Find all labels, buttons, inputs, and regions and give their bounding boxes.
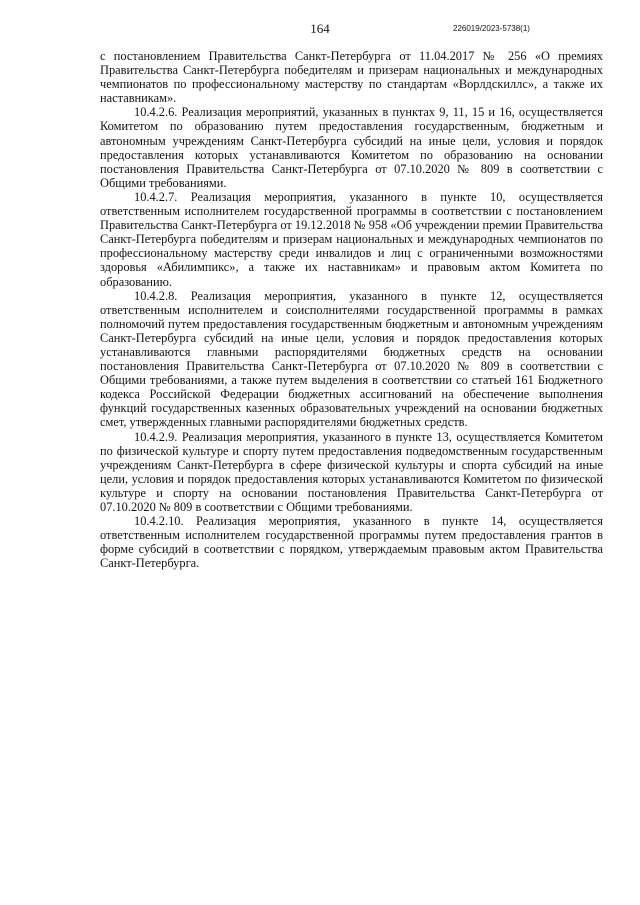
paragraph-continuation: с постановлением Правительства Санкт-Петербурга от 11.04.2017 № 256 «О премиях Правительства Санкт-Петербурга победителям и призерам национальных и международных чемпионатов по профессиональному мастерству по стандартам «Ворлдскиллс», а также их наставникам». — [100, 49, 603, 106]
document-body — [100, 49, 603, 570]
document-registration-number: 226019/2023-5738(1) — [453, 24, 530, 33]
page-number: 164 — [310, 21, 330, 36]
paragraph-10-4-2-8: 10.4.2.8. Реализация мероприятия, указанного в пункте 12, осуществляется ответственным исполнителем и соисполнителями государственной программы в рамках полномочий путем предоставления государственным бюджетным и автономным учреждениям Санкт-Петербурга субсидий на иные цели, условия и порядок предоставления которых устанавливаются главными распорядителями бюджетных средств на основании постановления Правительства Санкт-Петербурга от 07.10.2020 № 809 в соответствии с Общими требованиями, а также путем выделения в соответствии со статьей 161 Бюджетного кодекса Российской Федерации бюджетных ассигнований на обеспечение выполнения функций государственных казенных образовательных учреждений на основании бюджетных смет, утвержденных главными распорядителями бюджетных средств. — [100, 288, 603, 430]
paragraph-10-4-2-7: 10.4.2.7. Реализация мероприятия, указанного в пункте 10, осуществляется ответственным исполнителем государственной программы в соответствии с постановлением Правительства Санкт-Петербурга от 19.12.2018 № 958 «Об учреждении премии Правительства Санкт-Петербурга победителям и призерам национальных и международных чемпионатов по профессиональному мастерству среди инвалидов и лиц с ограниченными возможностями здоровья «Абилимпикс», а также их наставникам» и правовым актом Комитета по образованию. — [100, 189, 603, 289]
paragraph-10-4-2-6: 10.4.2.6. Реализация мероприятий, указанных в пунктах 9, 11, 15 и 16, осуществляется Комитетом по образованию путем предоставления государственным, бюджетным и автономным учреждениям Санкт-Петербурга субсидий на иные цели, условия и порядок предоставления которых устанавливаются Комитетом по образованию на основании постановления Правительства Санкт-Петербурга от 07.10.2020 № 809 в соответствии с Общими требованиями. — [100, 105, 603, 190]
paragraph-10-4-2-10: 10.4.2.10. Реализация мероприятия, указанного в пункте 14, осуществляется ответственным исполнителем государственной программы путем предоставления грантов в форме субсидий в соответствии с порядком, утверждаемым правовым актом Правительства Санкт-Петербурга. — [100, 514, 603, 571]
paragraph-10-4-2-9: 10.4.2.9. Реализация мероприятия, указанного в пункте 13, осуществляется Комитетом по физической культуре и спорту путем предоставления подведомственным государственным учреждениям Санкт-Петербурга в сфере физической культуры и спорта субсидий на иные цели, условия и порядок предоставления которых устанавливаются Комитетом по физической культуре и спорту на основании постановления Правительства Санкт-Петербурга от 07.10.2020 № 809 в соответствии с Общими требованиями. — [100, 429, 603, 514]
